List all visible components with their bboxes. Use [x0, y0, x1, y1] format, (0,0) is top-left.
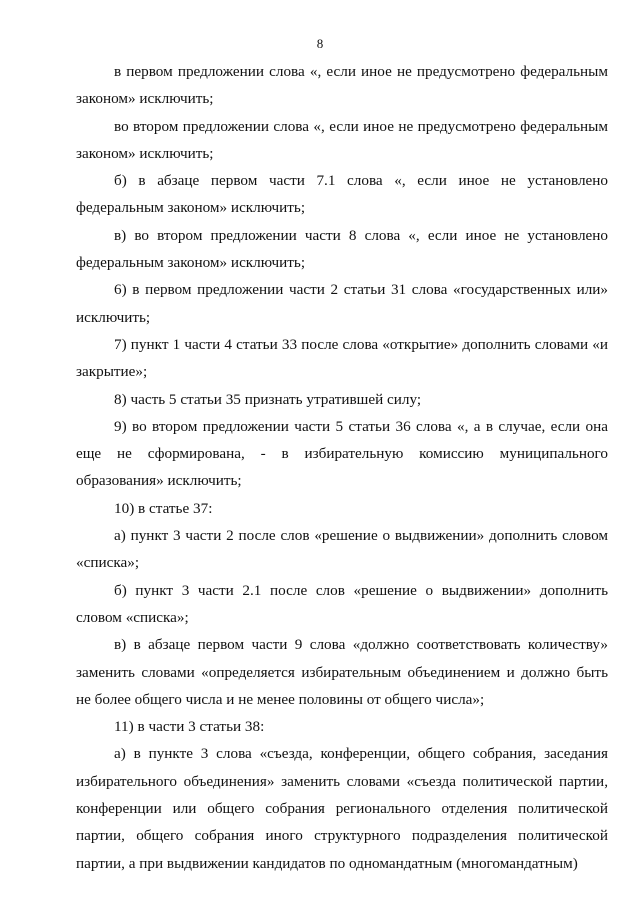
paragraph-4: в) во втором предложении части 8 слова «, если иное не установлено федеральным законом» исключить;	[76, 226, 608, 272]
paragraph-11: б) пункт 3 части 2.1 после слов «решение о выдвижении» дополнить словом «списка»;	[76, 581, 608, 626]
paragraph-9: 10) в статье 37:	[114, 499, 213, 517]
paragraph-7: 8) часть 5 статьи 35 признать утратившей силу;	[114, 390, 422, 408]
paragraph-6: 7) пункт 1 части 4 статьи 33 после слова «открытие» дополнить словами «и закрытие»;	[76, 335, 608, 381]
paragraph-2: во втором предложении слова «, если иное не предусмотрено федеральным законом» исключить;	[76, 117, 608, 162]
paragraph-10: а) пункт 3 части 2 после слов «решение о выдвижении» дополнить словом «списка»;	[76, 527, 608, 572]
paragraph-3: б) в абзаце первом части 7.1 слова «, если иное не установлено федеральным законом» исключить;	[76, 172, 608, 217]
paragraph-5: 6) в первом предложении части 2 статьи 31 слова «государственных или» исключить;	[76, 281, 608, 326]
paragraph-12: в) в абзаце первом части 9 слова «должно соответствовать количеству» заменить словами «определяется избирательным объединением и должно быть не более общего числа и не менее половины от общего числа»;	[76, 636, 608, 708]
paragraph-8: 9) во втором предложении части 5 статьи 36 слова «, а в случае, если она еще не сформирована, - в избирательную комиссию муниципального образования» исключить;	[76, 417, 608, 490]
page-number: 8	[316, 36, 324, 51]
paragraph-14: а) в пункте 3 слова «съезда, конференции, общего собрания, заседания избирательного объединения» заменить словами «съезда политической партии, конференции или общего собрания регионального отделения политической партии, общего собрания иного структурного подразделения политической партии, а при выдвижении кандидатов по одномандатным (многомандатным)	[76, 745, 608, 872]
paragraph-13: 11) в части 3 статьи 38:	[114, 718, 265, 736]
paragraph-1: в первом предложении слова «, если иное не предусмотрено федеральным законом» исключить;	[76, 63, 608, 108]
document-body	[76, 58, 608, 877]
